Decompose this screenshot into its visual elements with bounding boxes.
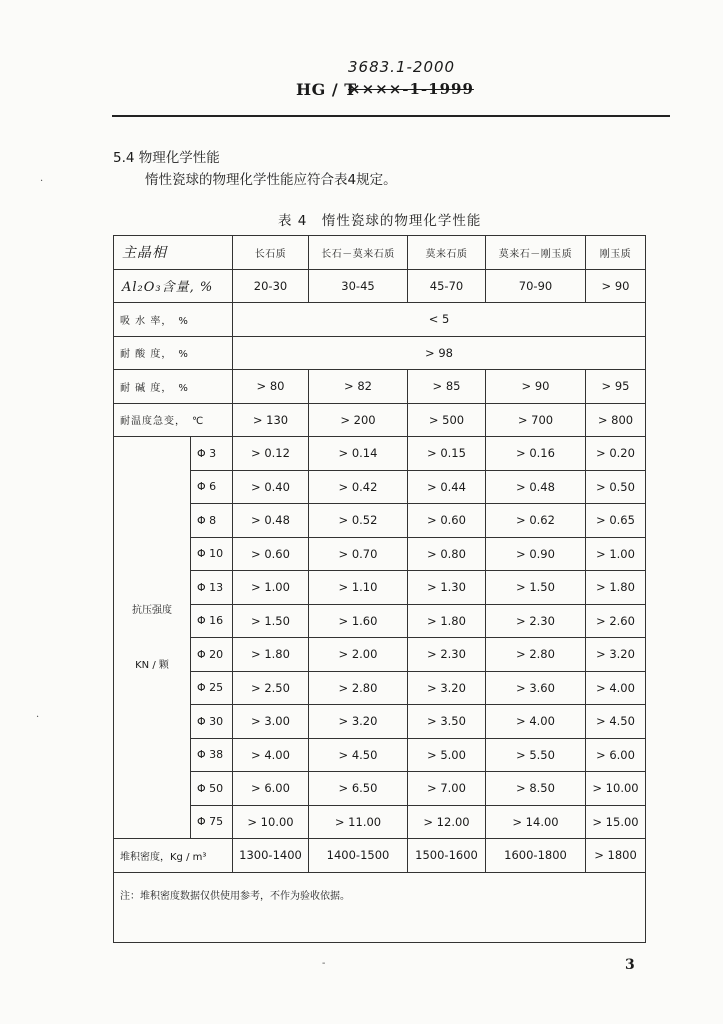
- table-cell: > 3.00: [233, 705, 309, 739]
- table-cell: > 1.60: [309, 604, 408, 638]
- table-cell: > 3.20: [309, 705, 408, 739]
- column-header: 长石－莫来石质: [309, 236, 408, 270]
- table-row: [114, 805, 646, 839]
- header-standard-prefix: HG / T: [296, 80, 357, 99]
- table-row: [114, 772, 646, 806]
- table-cell: > 0.60: [233, 537, 309, 571]
- row-label-bulk-density: 堆积密度，Kg / m³: [114, 839, 233, 873]
- table-cell: > 4.50: [586, 705, 646, 739]
- table-cell: > 85: [408, 370, 486, 404]
- table-note: 注：堆积密度数据仅供使用参考，不作为验收依据。: [114, 872, 646, 942]
- diameter-label: Φ 6: [191, 470, 233, 504]
- header-crystal-phase: 主晶相: [114, 236, 233, 270]
- table-row: [114, 303, 646, 337]
- table-cell: > 6.00: [233, 772, 309, 806]
- table-row: [114, 537, 646, 571]
- table-cell: > 10.00: [586, 772, 646, 806]
- table-cell: > 4.50: [309, 738, 408, 772]
- table-row: [114, 839, 646, 873]
- header-handwritten-number: 3683.1-2000: [348, 58, 456, 76]
- table-cell: > 5.00: [408, 738, 486, 772]
- row-label-thermal-shock: 耐温度急变， ℃: [114, 403, 233, 437]
- diameter-label: Φ 50: [191, 772, 233, 806]
- table-cell: > 0.62: [486, 504, 586, 538]
- table-cell: > 15.00: [586, 805, 646, 839]
- diameter-label: Φ 13: [191, 571, 233, 605]
- table-cell: > 2.50: [233, 671, 309, 705]
- table-row: [114, 738, 646, 772]
- table-cell: > 4.00: [486, 705, 586, 739]
- table-cell: > 0.48: [233, 504, 309, 538]
- table-cell: > 1.10: [309, 571, 408, 605]
- table-cell: 70-90: [486, 269, 586, 303]
- table-row: [114, 403, 646, 437]
- column-header: 长石质: [233, 236, 309, 270]
- table-cell: > 0.60: [408, 504, 486, 538]
- diameter-label: Φ 30: [191, 705, 233, 739]
- table-cell: 1500-1600: [408, 839, 486, 873]
- table-cell: > 0.90: [486, 537, 586, 571]
- table-cell: > 0.80: [408, 537, 486, 571]
- table-cell: > 11.00: [309, 805, 408, 839]
- diameter-label: Φ 10: [191, 537, 233, 571]
- crush-strength-label: 抗压强度: [132, 604, 172, 616]
- table-cell: > 1.00: [233, 571, 309, 605]
- table-row: [114, 370, 646, 404]
- table-cell: 45-70: [408, 269, 486, 303]
- table-cell-merged: < 5: [233, 303, 646, 337]
- table-cell: > 8.50: [486, 772, 586, 806]
- table-cell: > 1.80: [233, 638, 309, 672]
- table-row: [114, 269, 646, 303]
- row-label-crush-strength: [114, 437, 191, 839]
- section-title: 5.4 物理化学性能: [113, 150, 220, 166]
- table-note-row: [114, 872, 646, 942]
- table-cell: > 5.50: [486, 738, 586, 772]
- table-cell: > 2.30: [408, 638, 486, 672]
- table-cell: > 0.14: [309, 437, 408, 471]
- column-header: 刚玉质: [586, 236, 646, 270]
- table-cell: > 6.00: [586, 738, 646, 772]
- header-rule: [112, 115, 670, 117]
- table-cell: > 700: [486, 403, 586, 437]
- table-cell: > 0.48: [486, 470, 586, 504]
- table-cell: > 90: [586, 269, 646, 303]
- table-cell: > 10.00: [233, 805, 309, 839]
- table-caption: 表 4 惰性瓷球的物理化学性能: [278, 213, 482, 229]
- table-cell: > 1.30: [408, 571, 486, 605]
- table-cell: > 1.50: [486, 571, 586, 605]
- table-cell: 1600-1800: [486, 839, 586, 873]
- table-cell: > 3.20: [408, 671, 486, 705]
- table-cell: > 3.60: [486, 671, 586, 705]
- row-label-acid-resistance: 耐 酸 度， %: [114, 336, 233, 370]
- table-cell: > 0.42: [309, 470, 408, 504]
- section-body: 惰性瓷球的物理化学性能应符合表4规定。: [145, 172, 397, 188]
- table-cell: > 800: [586, 403, 646, 437]
- table-cell: > 500: [408, 403, 486, 437]
- table-cell: 30-45: [309, 269, 408, 303]
- header-old-number: ××××-1-1999: [348, 80, 474, 98]
- table-cell: > 1.50: [233, 604, 309, 638]
- table-cell: > 1800: [586, 839, 646, 873]
- diameter-label: Φ 75: [191, 805, 233, 839]
- table-cell: > 1.80: [408, 604, 486, 638]
- table-cell: > 90: [486, 370, 586, 404]
- table-cell: > 2.80: [486, 638, 586, 672]
- table-row: [114, 705, 646, 739]
- diameter-label: Φ 38: [191, 738, 233, 772]
- table-row: [114, 437, 646, 471]
- table-cell-merged: > 98: [233, 336, 646, 370]
- table-cell: > 95: [586, 370, 646, 404]
- diameter-label: Φ 8: [191, 504, 233, 538]
- table-cell: > 0.70: [309, 537, 408, 571]
- table-cell: > 0.50: [586, 470, 646, 504]
- table-row: [114, 571, 646, 605]
- table-header-row: [114, 236, 646, 270]
- row-label-alkali-resistance: 耐 碱 度， %: [114, 370, 233, 404]
- diameter-label: Φ 20: [191, 638, 233, 672]
- table-cell: > 0.12: [233, 437, 309, 471]
- properties-table: [113, 235, 646, 943]
- table-cell: > 200: [309, 403, 408, 437]
- table-cell: > 0.20: [586, 437, 646, 471]
- table-cell: > 1.80: [586, 571, 646, 605]
- table-cell: > 80: [233, 370, 309, 404]
- row-label-al2o3: Al₂O₃含量, %: [114, 269, 233, 303]
- table-row: [114, 671, 646, 705]
- table-cell: > 0.44: [408, 470, 486, 504]
- table-row: [114, 336, 646, 370]
- table-cell: 20-30: [233, 269, 309, 303]
- table-cell: > 4.00: [233, 738, 309, 772]
- table-cell: > 0.40: [233, 470, 309, 504]
- table-cell: 1300-1400: [233, 839, 309, 873]
- table-cell: > 4.00: [586, 671, 646, 705]
- table-cell: > 7.00: [408, 772, 486, 806]
- diameter-label: Φ 16: [191, 604, 233, 638]
- table-cell: > 6.50: [309, 772, 408, 806]
- table-cell: > 12.00: [408, 805, 486, 839]
- table-cell: > 0.65: [586, 504, 646, 538]
- table-cell: > 14.00: [486, 805, 586, 839]
- page-number: 3: [625, 957, 635, 973]
- table-row: [114, 504, 646, 538]
- table-cell: > 2.80: [309, 671, 408, 705]
- table-cell: > 0.16: [486, 437, 586, 471]
- table-row: [114, 638, 646, 672]
- table-cell: > 0.15: [408, 437, 486, 471]
- table-cell: > 3.50: [408, 705, 486, 739]
- table-cell: > 2.30: [486, 604, 586, 638]
- scan-speck: -: [322, 958, 326, 969]
- table-cell: > 2.60: [586, 604, 646, 638]
- table-cell: > 82: [309, 370, 408, 404]
- table-row: [114, 470, 646, 504]
- diameter-label: Φ 25: [191, 671, 233, 705]
- diameter-label: Φ 3: [191, 437, 233, 471]
- column-header: 莫来石－刚玉质: [486, 236, 586, 270]
- crush-strength-unit: KN / 颗: [135, 659, 169, 671]
- table-cell: > 3.20: [586, 638, 646, 672]
- scan-speck: ·: [40, 176, 44, 187]
- table-cell: > 130: [233, 403, 309, 437]
- table-row: [114, 604, 646, 638]
- table-cell: > 1.00: [586, 537, 646, 571]
- column-header: 莫来石质: [408, 236, 486, 270]
- scan-speck: ·: [36, 712, 40, 723]
- table-cell: > 2.00: [309, 638, 408, 672]
- row-label-water-absorption: 吸 水 率， %: [114, 303, 233, 337]
- table-cell: > 0.52: [309, 504, 408, 538]
- table-cell: 1400-1500: [309, 839, 408, 873]
